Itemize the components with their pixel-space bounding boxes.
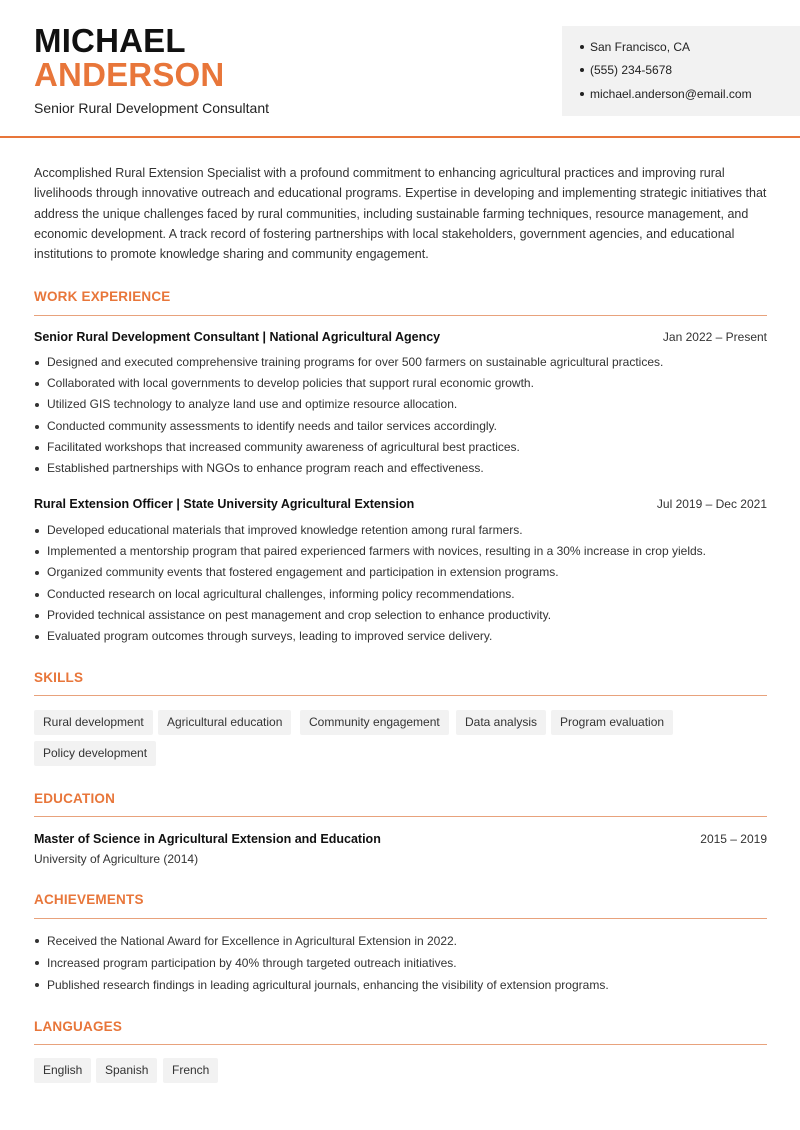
section-title-achievements: ACHIEVEMENTS — [34, 892, 144, 907]
job-bullets — [34, 352, 769, 479]
skill-chip: Program evaluation — [551, 710, 673, 735]
section-title-education: EDUCATION — [34, 791, 116, 806]
list-item: Facilitated workshops that increased community awareness of agricultural best practices. — [34, 437, 769, 458]
education-school: University of Agriculture (2014) — [34, 852, 199, 866]
job-header — [34, 330, 767, 344]
section-divider — [34, 918, 767, 919]
achievement-list — [34, 930, 769, 996]
education-degree: Master of Science in Agricultural Extension and Education — [34, 832, 381, 846]
list-item: Provided technical assistance on pest management and crop selection to enhance productivity. — [34, 605, 769, 626]
last-name: ANDERSON — [34, 56, 225, 93]
contact-phone: (555) 234-5678 — [580, 63, 672, 77]
language-chip: French — [163, 1058, 218, 1083]
section-divider — [34, 315, 767, 316]
summary-paragraph: Accomplished Rural Extension Specialist with a profound commitment to enhancing agricultural practices and improving rural livelihoods through innovative outreach and educational programs. Expertise in developing and implementing strategic initiatives that address the unique challenges faced by rural communities, including sustainable farming techniques, resource management, and economic development. A track record of fostering partnerships with local stakeholders, government agencies, and educational institutions to promote knowledge sharing and community engagement. — [34, 166, 767, 262]
first-name: MICHAEL — [34, 22, 186, 59]
section-divider — [34, 1044, 767, 1045]
section-title-skills: SKILLS — [34, 670, 84, 685]
skill-chip: Rural development — [34, 710, 153, 735]
list-item: Established partnerships with NGOs to enhance program reach and effectiveness. — [34, 458, 769, 479]
list-item: Conducted research on local agricultural challenges, informing policy recommendations. — [34, 584, 769, 605]
job-title-company: Senior Rural Development Consultant | National Agricultural Agency — [34, 330, 441, 344]
section-title-work: WORK EXPERIENCE — [34, 289, 171, 304]
language-chip: English — [34, 1058, 91, 1083]
list-item: Received the National Award for Excellence in Agricultural Extension in 2022. — [34, 930, 769, 952]
list-item: Published research findings in leading agricultural journals, enhancing the visibility of extension programs. — [34, 974, 769, 996]
bullet-dot-icon — [580, 45, 584, 49]
bullet-dot-icon — [580, 92, 584, 96]
education-dates: 2015 – 2019 — [700, 832, 767, 846]
list-item: Evaluated program outcomes through surveys, leading to improved service delivery. — [34, 626, 769, 647]
job-dates: Jan 2022 – Present — [662, 330, 767, 344]
contact-email: michael.anderson@email.com — [580, 87, 752, 101]
list-item: Utilized GIS technology to analyze land use and optimize resource allocation. — [34, 394, 769, 415]
language-chip: Spanish — [96, 1058, 157, 1083]
skill-chip: Policy development — [34, 741, 156, 766]
resume-header — [0, 0, 800, 138]
list-item: Organized community events that fostered engagement and participation in extension programs. — [34, 562, 769, 583]
job-header — [34, 497, 767, 511]
bullet-dot-icon — [580, 68, 584, 72]
list-item: Collaborated with local governments to develop policies that support rural economic growth. — [34, 373, 769, 394]
skill-chip: Agricultural education — [158, 710, 291, 735]
section-divider — [34, 816, 767, 817]
skill-chip: Community engagement — [300, 710, 449, 735]
section-title-languages: LANGUAGES — [34, 1019, 123, 1034]
job-title: Senior Rural Development Consultant — [34, 100, 270, 116]
contact-box — [562, 26, 800, 116]
list-item: Conducted community assessments to identify needs and tailor services accordingly. — [34, 416, 769, 437]
job-bullets — [34, 520, 769, 647]
list-item: Implemented a mentorship program that paired experienced farmers with novices, resulting in a 30% increase in crop yields. — [34, 541, 769, 562]
job-title-company: Rural Extension Officer | State University Agricultural Extension — [34, 497, 415, 511]
list-item: Designed and executed comprehensive training programs for over 500 farmers on sustainable agricultural practices. — [34, 352, 769, 373]
skill-chip: Data analysis — [456, 710, 546, 735]
job-dates: Jul 2019 – Dec 2021 — [656, 497, 767, 511]
list-item: Developed educational materials that improved knowledge retention among rural farmers. — [34, 520, 769, 541]
section-divider — [34, 695, 767, 696]
contact-location: San Francisco, CA — [580, 40, 690, 54]
list-item: Increased program participation by 40% through targeted outreach initiatives. — [34, 952, 769, 974]
